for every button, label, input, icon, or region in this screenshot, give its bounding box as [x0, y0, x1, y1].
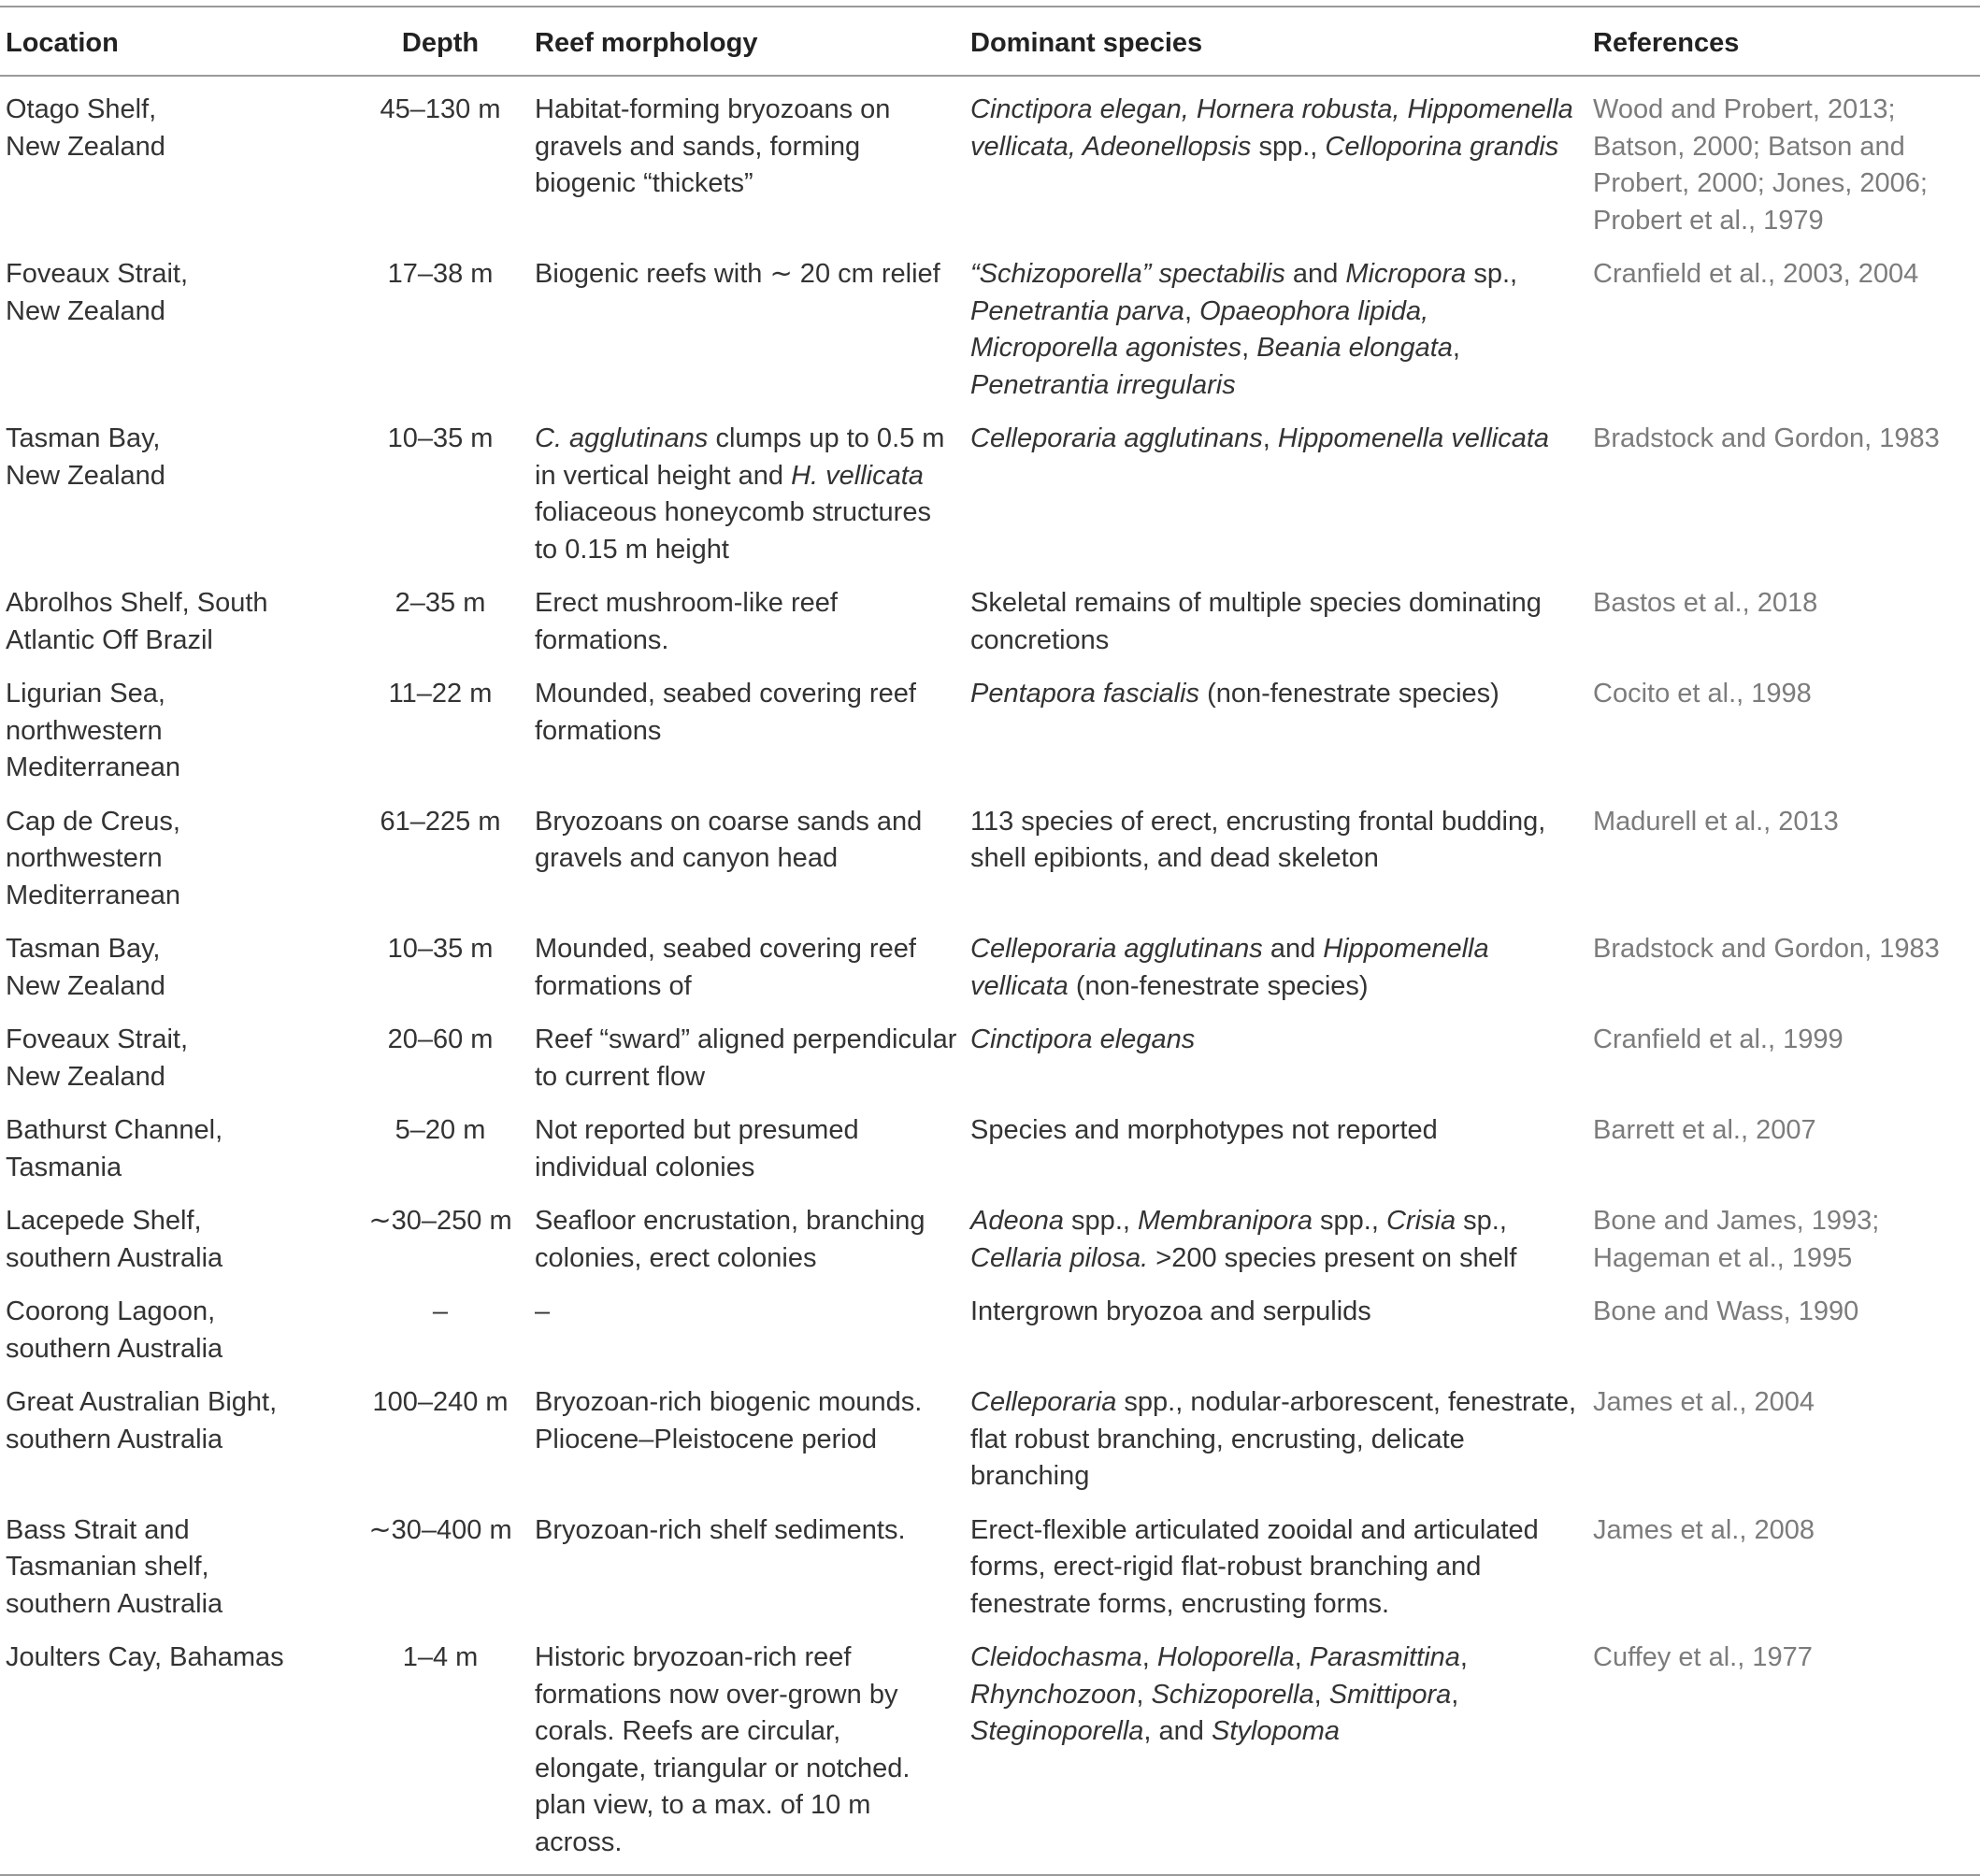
- cell-references: Cuffey et al., 1977: [1593, 1642, 1813, 1672]
- cell-species: [965, 667, 1587, 795]
- location-line: Joulters Cay, Bahamas: [6, 1642, 284, 1672]
- species-fragment: Membranipora: [1138, 1206, 1313, 1236]
- species-fragment: Schizoporella: [1151, 1679, 1314, 1710]
- species-fragment: and: [1262, 934, 1324, 964]
- cell-species: [965, 1013, 1587, 1104]
- species-fragment: Smittipora: [1328, 1679, 1452, 1710]
- cell-morphology: Habitat-forming bryozoans on gravels and sands, forming biogenic “thickets”: [535, 94, 891, 198]
- morphology-fragment: clumps up to 0.5 m in vertical height and: [535, 423, 945, 491]
- species-fragment: ,: [1136, 1679, 1152, 1710]
- cell-location: [0, 795, 352, 924]
- species-fragment: Erect-flexible articulated zooidal and articulated forms, erect-rigid flat-robust branching and fenestrate forms, encrusting forms.: [970, 1514, 1539, 1619]
- species-fragment: , and: [1143, 1716, 1212, 1746]
- species-fragment: Celleporaria: [970, 1387, 1117, 1417]
- cell-location: [0, 1376, 352, 1504]
- morphology-fragment: C. agglutinans: [535, 423, 709, 453]
- species-fragment: Opaeophora lipida, Microporella agonistes: [970, 295, 1429, 363]
- species-fragment: Stylopoma: [1211, 1716, 1340, 1746]
- cell-references: Cranfield et al., 1999: [1593, 1024, 1844, 1054]
- species-fragment: Steginoporella: [970, 1716, 1144, 1746]
- cell-morphology: Not reported but presumed individual colonies: [535, 1115, 859, 1182]
- cell-references: Wood and Probert, 2013; Batson, 2000; Batson and Probert, 2000; Jones, 2006; Probert et al., 1979: [1593, 94, 1928, 236]
- table-row: [0, 1376, 1980, 1504]
- table-header: [0, 7, 1980, 76]
- species-fragment: Penetrantia irregularis: [970, 369, 1236, 400]
- species-fragment: Micropora: [1345, 259, 1467, 289]
- cell-references: James et al., 2008: [1593, 1514, 1815, 1545]
- cell-depth: 20–60 m: [387, 1024, 494, 1054]
- location-line: Mediterranean: [6, 880, 180, 910]
- species-fragment: “Schizoporella” spectabilis: [970, 259, 1285, 289]
- table-row: [0, 76, 1980, 248]
- cell-morphology: Reef “sward” aligned perpendicular to current flow: [535, 1024, 957, 1092]
- cell-depth: –: [432, 1296, 449, 1326]
- cell-location: [0, 76, 352, 248]
- species-fragment: Cellaria pilosa.: [970, 1242, 1149, 1273]
- cell-species: [965, 1504, 1587, 1632]
- cell-morphology: Biogenic reefs with ∼ 20 cm relief: [535, 259, 940, 289]
- cell-references: Bone and Wass, 1990: [1593, 1296, 1859, 1326]
- cell-location: [0, 923, 352, 1013]
- species-fragment: spp.,: [1312, 1206, 1386, 1236]
- table-row: [0, 795, 1980, 924]
- cell-references: James et al., 2004: [1593, 1387, 1815, 1417]
- species-fragment: Celleporaria agglutinans: [970, 423, 1263, 453]
- cell-references: Barrett et al., 2007: [1593, 1115, 1816, 1145]
- species-fragment: Rhynchozoon: [970, 1679, 1137, 1710]
- location-line: southern Australia: [6, 1242, 223, 1273]
- cell-depth: 11–22 m: [388, 679, 493, 709]
- table-row: [0, 923, 1980, 1013]
- cell-species: [965, 412, 1587, 577]
- location-line: Foveaux Strait,: [6, 1024, 189, 1054]
- table-row: [0, 1104, 1980, 1195]
- table-row: [0, 1013, 1980, 1104]
- location-line: Ligurian Sea,: [6, 679, 165, 709]
- cell-location: [0, 1104, 352, 1195]
- location-line: Foveaux Strait,: [6, 259, 189, 289]
- cell-references: Bone and James, 1993; Hageman et al., 1995: [1593, 1206, 1880, 1273]
- cell-morphology: Bryozoan-rich shelf sediments.: [535, 1514, 906, 1545]
- table-row: [0, 248, 1980, 412]
- species-fragment: Penetrantia parva: [970, 295, 1184, 326]
- cell-location: [0, 1195, 352, 1285]
- species-fragment: spp.,: [1064, 1206, 1138, 1236]
- cell-morphology: –: [535, 1296, 551, 1326]
- location-line: Tasmanian shelf,: [6, 1552, 209, 1582]
- location-line: Great Australian Bight,: [6, 1387, 278, 1417]
- table-container: [0, 6, 1980, 1876]
- species-fragment: ,: [1451, 1679, 1459, 1710]
- cell-morphology: Bryozoans on coarse sands and gravels and canyon head: [535, 806, 923, 873]
- cell-location: [0, 248, 352, 412]
- species-fragment: Crisia: [1385, 1206, 1456, 1236]
- location-line: southern Australia: [6, 1333, 223, 1364]
- species-fragment: ,: [1262, 423, 1278, 453]
- cell-species: [965, 1195, 1587, 1285]
- location-line: Tasman Bay,: [6, 934, 161, 964]
- cell-references: Cocito et al., 1998: [1593, 679, 1812, 709]
- cell-species: [965, 923, 1587, 1013]
- header-references: References: [1593, 28, 1740, 58]
- cell-location: [0, 1631, 352, 1875]
- species-fragment: Species and morphotypes not reported: [970, 1115, 1438, 1145]
- species-fragment: Beania elongata: [1256, 333, 1453, 363]
- species-fragment: Parasmittina: [1309, 1642, 1460, 1672]
- cell-location: [0, 667, 352, 795]
- species-fragment: Cinctipora elegan, Hornera robusta, Hippomenella vellicata, Adeonellopsis: [970, 94, 1573, 162]
- cell-species: [965, 76, 1587, 248]
- cell-depth: 1–4 m: [402, 1642, 479, 1672]
- species-fragment: spp.,: [1251, 131, 1326, 162]
- location-line: Mediterranean: [6, 752, 180, 782]
- location-line: Otago Shelf,: [6, 94, 157, 124]
- location-line: Abrolhos Shelf, South: [6, 588, 268, 618]
- location-line: southern Australia: [6, 1424, 223, 1454]
- location-line: Bass Strait and: [6, 1514, 190, 1545]
- cell-depth: 10–35 m: [387, 934, 494, 964]
- species-fragment: (non-fenestrate species): [1068, 970, 1369, 1001]
- species-fragment: Adeona: [970, 1206, 1064, 1236]
- species-fragment: Celloporina grandis: [1325, 131, 1559, 162]
- cell-species: [965, 1285, 1587, 1376]
- location-line: Tasman Bay,: [6, 423, 161, 453]
- species-fragment: Hippomenella vellicata: [1277, 423, 1550, 453]
- table-row: [0, 412, 1980, 577]
- species-fragment: Holoporella: [1156, 1642, 1295, 1672]
- header-location: Location: [6, 28, 119, 58]
- species-fragment: and: [1284, 259, 1346, 289]
- species-fragment: Cinctipora elegans: [970, 1024, 1196, 1054]
- cell-depth: 10–35 m: [387, 423, 494, 453]
- cell-species: [965, 1376, 1587, 1504]
- cell-location: [0, 577, 352, 667]
- species-fragment: 113 species of erect, encrusting frontal budding, shell epibionts, and dead skeleton: [970, 806, 1546, 873]
- cell-depth: 45–130 m: [380, 94, 501, 124]
- cell-species: [965, 1104, 1587, 1195]
- table-row: [0, 577, 1980, 667]
- species-fragment: Pentapora fascialis: [970, 679, 1200, 709]
- cell-depth: 61–225 m: [380, 806, 501, 837]
- bryozoan-reefs-table: [0, 6, 1980, 1876]
- location-line: Coorong Lagoon,: [6, 1296, 216, 1326]
- cell-species: [965, 248, 1587, 412]
- cell-location: [0, 1013, 352, 1104]
- cell-species: [965, 577, 1587, 667]
- species-fragment: Intergrown bryozoa and serpulids: [970, 1296, 1371, 1326]
- location-line: New Zealand: [6, 131, 165, 162]
- cell-references: Madurell et al., 2013: [1593, 806, 1839, 837]
- table-row: [0, 1285, 1980, 1376]
- cell-species: [965, 1631, 1587, 1875]
- cell-references: Bastos et al., 2018: [1593, 588, 1818, 618]
- cell-references: Bradstock and Gordon, 1983: [1593, 423, 1940, 453]
- cell-morphology: Bryozoan-rich biogenic mounds. Pliocene–Pleistocene period: [535, 1387, 923, 1454]
- cell-morphology: Erect mushroom-like reef formations.: [535, 588, 838, 655]
- table-row: [0, 1631, 1980, 1875]
- cell-depth: 5–20 m: [395, 1115, 486, 1145]
- cell-references: Cranfield et al., 2003, 2004: [1593, 259, 1919, 289]
- location-line: northwestern: [6, 843, 163, 873]
- location-line: Tasmania: [6, 1152, 122, 1182]
- location-line: southern Australia: [6, 1588, 223, 1619]
- location-line: New Zealand: [6, 295, 165, 326]
- morphology-fragment: H. vellicata: [791, 460, 924, 491]
- cell-species: [965, 795, 1587, 924]
- species-fragment: Cleidochasma: [970, 1642, 1142, 1672]
- cell-morphology: Historic bryozoan-rich reef formations now over-grown by corals. Reefs are circular, elongate, triangular or notched. plan view, to a max. of 10 m across.: [535, 1642, 911, 1857]
- cell-depth: 100–240 m: [372, 1387, 509, 1417]
- cell-depth: 2–35 m: [395, 588, 486, 618]
- location-line: northwestern: [6, 715, 163, 746]
- table-body: [0, 76, 1980, 1875]
- species-fragment: sp.,: [1466, 259, 1518, 289]
- header-row: [0, 7, 1980, 76]
- species-fragment: Skeletal remains of multiple species dominating concretions: [970, 588, 1542, 655]
- cell-morphology: Seafloor encrustation, branching colonies, erect colonies: [535, 1206, 925, 1273]
- header-depth: Depth: [401, 28, 480, 58]
- species-fragment: ,: [1294, 1642, 1310, 1672]
- location-line: New Zealand: [6, 460, 165, 491]
- location-line: New Zealand: [6, 970, 165, 1001]
- species-fragment: ,: [1141, 1642, 1157, 1672]
- species-fragment: >200 species present on shelf: [1148, 1242, 1517, 1273]
- species-fragment: Hippomenella vellicata: [970, 934, 1489, 1001]
- species-fragment: Celleporaria agglutinans: [970, 934, 1263, 964]
- header-morphology: Reef morphology: [535, 28, 758, 58]
- table-row: [0, 667, 1980, 795]
- cell-location: [0, 1285, 352, 1376]
- location-line: Atlantic Off Brazil: [6, 624, 213, 655]
- cell-depth: ∼30–400 m: [368, 1514, 512, 1545]
- species-fragment: ,: [1184, 295, 1200, 326]
- species-fragment: ,: [1313, 1679, 1329, 1710]
- cell-morphology: Mounded, seabed covering reef formations: [535, 679, 916, 746]
- cell-location: [0, 412, 352, 577]
- location-line: Bathurst Channel,: [6, 1115, 223, 1145]
- cell-morphology: Mounded, seabed covering reef formations of: [535, 934, 916, 1001]
- table-row: [0, 1504, 1980, 1632]
- table-row: [0, 1195, 1980, 1285]
- species-fragment: ,: [1452, 333, 1460, 363]
- morphology-fragment: foliaceous honeycomb structures to 0.15 m height: [535, 497, 931, 565]
- location-line: Cap de Creus,: [6, 806, 180, 837]
- cell-depth: ∼30–250 m: [368, 1206, 512, 1236]
- species-fragment: (non-fenestrate species): [1199, 679, 1499, 709]
- species-fragment: spp., nodular-arborescent, fenestrate, flat robust branching, encrusting, delicate branching: [970, 1387, 1577, 1491]
- cell-depth: 17–38 m: [387, 259, 494, 289]
- species-fragment: ,: [1241, 333, 1257, 363]
- cell-references: Bradstock and Gordon, 1983: [1593, 934, 1940, 964]
- header-species: Dominant species: [970, 28, 1203, 58]
- cell-morphology: [529, 412, 965, 577]
- species-fragment: sp.,: [1456, 1206, 1507, 1236]
- species-fragment: ,: [1459, 1642, 1468, 1672]
- location-line: New Zealand: [6, 1061, 165, 1092]
- location-line: Lacepede Shelf,: [6, 1206, 202, 1236]
- cell-location: [0, 1504, 352, 1632]
